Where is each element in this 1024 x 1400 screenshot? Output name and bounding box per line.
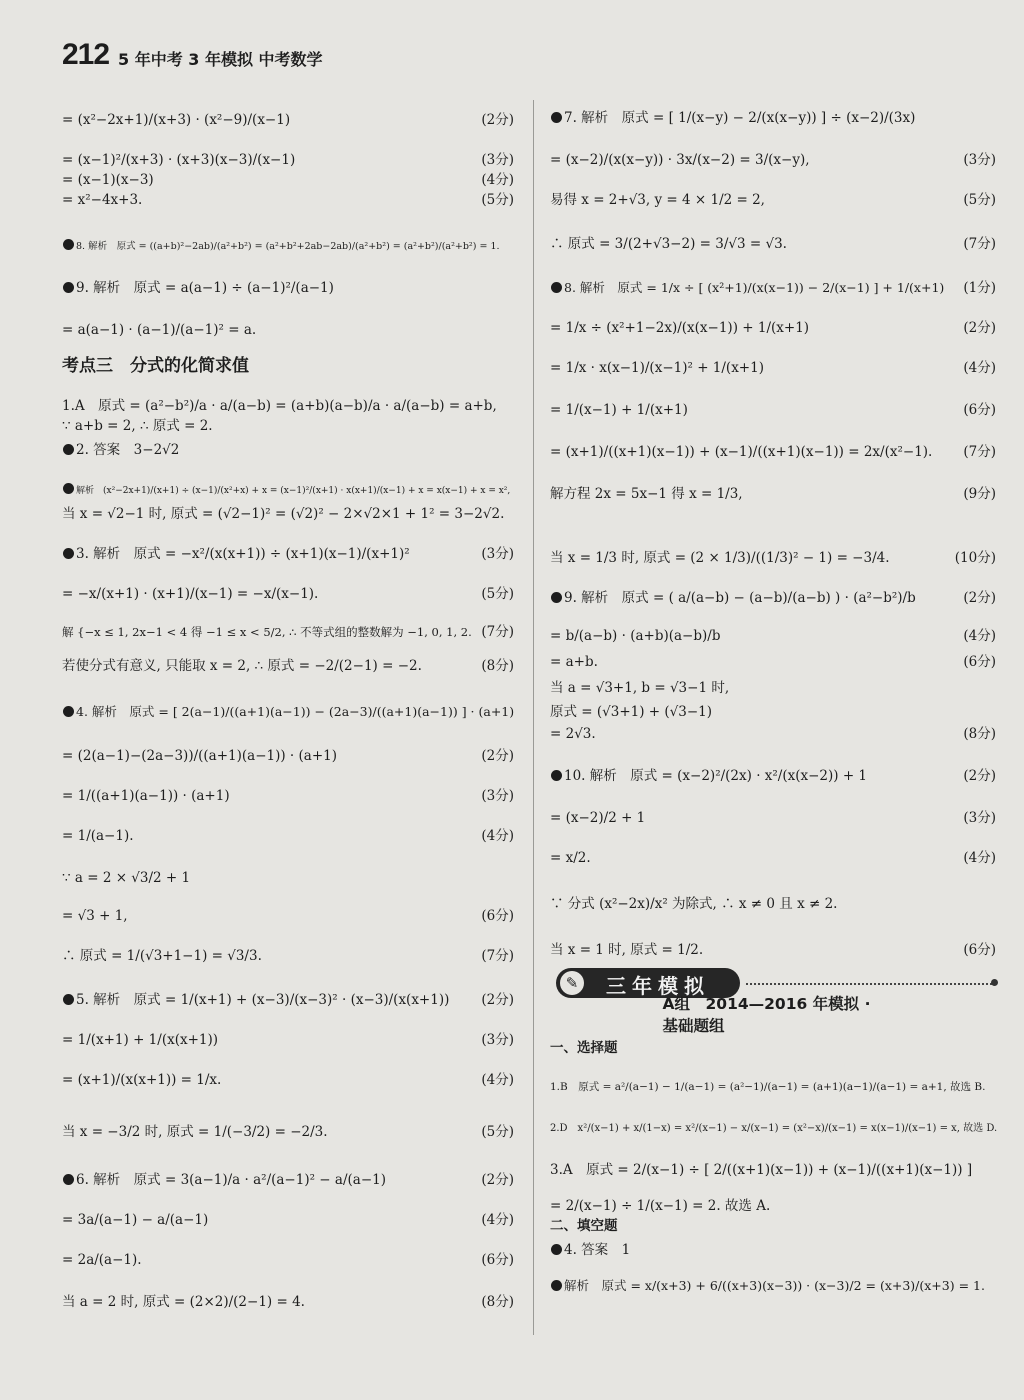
solution-line [550, 1100, 1000, 1140]
solution-line [62, 464, 518, 502]
solution-line [550, 918, 1000, 964]
score-label: (6分) [963, 654, 996, 670]
line-text: 解 {−x ≤ 1, 2x−1 < 4 得 −1 ≤ x < 5/2, ∴ 不等式组的整数解为 −1, 0, 1, 2. [62, 625, 472, 639]
score-label: (3分) [481, 546, 514, 562]
line-text: = 1/x ÷ (x²+1−2x)/(x(x−1)) + 1/(x+1) [550, 320, 810, 336]
solution-line [62, 568, 518, 608]
answer-marker-icon [551, 282, 562, 293]
line-text: = 1/(x−1) + 1/(x+1) [550, 402, 688, 418]
line-text: 当 x = −3/2 时, 原式 = 1/(−3/2) = −2/3. [62, 1124, 328, 1140]
left-column [62, 96, 518, 1316]
solution-line [62, 646, 518, 680]
column-divider [533, 100, 534, 1335]
answer-marker-icon [551, 770, 562, 781]
answer-marker-icon [63, 706, 74, 717]
solution-line [62, 302, 518, 344]
solution-line [550, 174, 1000, 214]
subsection-heading [550, 1040, 1000, 1064]
solution-line [62, 1194, 518, 1234]
banner-title: 三年模拟 [606, 974, 710, 998]
line-text: = (x+1)/(x(x+1)) = 1/x. [62, 1072, 222, 1088]
solution-line [62, 930, 518, 970]
line-text: ∵ a+b = 2, ∴ 原式 = 2. [62, 418, 213, 434]
answer-marker-icon [551, 1244, 562, 1255]
section-heading [62, 344, 518, 384]
line-text: 易得 x = 2+√3, y = 4 × 1/2 = 2, [550, 192, 765, 208]
score-label: (6分) [963, 402, 996, 418]
solution-line [550, 508, 1000, 572]
line-text: = 1/(x+1) + 1/(x(x+1)) [62, 1032, 219, 1048]
score-label: (7分) [481, 948, 514, 964]
score-label: (4分) [481, 828, 514, 844]
line-text: 5. 解析 原式 = 1/(x+1) + (x−3)/(x−3)² · (x−3)/(x(x+1)) [76, 992, 450, 1008]
solution-line [550, 382, 1000, 424]
line-text: = (2(a−1)−(2a−3))/((a+1)(a−1)) · (a+1) [62, 748, 337, 764]
score-label: (8分) [963, 726, 996, 742]
line-text: = x²−4x+3. [62, 192, 143, 208]
line-text: 7. 解析 原式 = [ 1/(x−y) − 2/(x(x−y)) ] ÷ (x−2)/(3x) [564, 110, 916, 126]
score-label: (5分) [481, 192, 514, 208]
page-header [62, 38, 1002, 78]
line-text: 9. 解析 原式 = ( a/(a−b) − (a−b)/(a−b) ) · (a²−b²)/b [564, 590, 916, 606]
line-text: = a(a−1) · (a−1)/(a−1)² = a. [62, 322, 257, 338]
book-title: 5 年中考 3 年模拟 中考数学 [118, 50, 323, 69]
right-column [550, 96, 1000, 1300]
line-text: = (x−2)/2 + 1 [550, 810, 646, 826]
line-text: 6. 解析 原式 = 3(a−1)/a · a²/(a−1)² − a/(a−1) [76, 1172, 386, 1188]
dotted-rule [746, 983, 992, 985]
solution-line [62, 726, 518, 770]
solution-line [550, 96, 1000, 132]
solution-line [62, 1094, 518, 1146]
line-text: = a+b. [550, 654, 598, 670]
solution-line [550, 572, 1000, 612]
score-label: (2分) [963, 320, 996, 336]
solution-line [550, 1242, 1000, 1264]
solution-line [550, 676, 1000, 702]
score-label: (3分) [481, 788, 514, 804]
solution-line [550, 258, 1000, 302]
solution-line [62, 440, 518, 464]
solution-line [550, 650, 1000, 676]
solution-line [62, 134, 518, 174]
solution-line [62, 96, 518, 134]
line-text: = 2√3. [550, 726, 596, 742]
solution-line [62, 1234, 518, 1274]
line-text: 当 x = 1/3 时, 原式 = (2 × 1/3)/((1/3)² − 1) = −3/4. [550, 550, 890, 566]
score-label: (2分) [481, 112, 514, 128]
solution-line [550, 612, 1000, 650]
solution-line [62, 770, 518, 810]
score-label: (6分) [481, 1252, 514, 1268]
solution-line [62, 810, 518, 850]
score-label: (8分) [481, 1294, 514, 1310]
answer-marker-icon [63, 994, 74, 1005]
solution-line [550, 302, 1000, 342]
score-label: (2分) [963, 768, 996, 784]
score-label: (4分) [481, 172, 514, 188]
answer-marker-icon [63, 548, 74, 559]
line-text: ∵ 分式 (x²−2x)/x² 为除式, ∴ x ≠ 0 且 x ≠ 2. [550, 896, 838, 912]
line-text: 3. 解析 原式 = −x²/(x(x+1)) ÷ (x+1)(x−1)/(x+1)² [76, 546, 410, 562]
score-label: (4分) [481, 1212, 514, 1228]
score-label: (2分) [963, 590, 996, 606]
line-text: = 2a/(a−1). [62, 1252, 142, 1268]
solution-line [62, 420, 518, 440]
solution-line [550, 342, 1000, 382]
score-label: (3分) [963, 152, 996, 168]
score-label: (4分) [481, 1072, 514, 1088]
line-text: = x/2. [550, 850, 591, 866]
score-label: (5分) [963, 192, 996, 208]
solution-line [550, 424, 1000, 466]
answer-marker-icon [551, 112, 562, 123]
line-text: 10. 解析 原式 = (x−2)²/(2x) · x²/(x(x−2)) + 1 [564, 768, 868, 784]
line-text: 8. 解析 原式 = 1/x ÷ [ (x²+1)/(x(x−1)) − 2/(x−1) ] + 1/(x+1) [564, 280, 945, 295]
solution-line [550, 1264, 1000, 1300]
answer-marker-icon [63, 282, 74, 293]
score-label: (4分) [963, 628, 996, 644]
solution-line [550, 832, 1000, 872]
score-label: (2分) [481, 748, 514, 764]
page-number: 212 [62, 38, 110, 71]
solution-line [62, 258, 518, 302]
solution-line [550, 214, 1000, 258]
answer-marker-icon [63, 483, 74, 494]
solution-line [62, 194, 518, 214]
solution-line [62, 1054, 518, 1094]
line-text: = √3 + 1, [62, 908, 128, 924]
line-text: ∵ a = 2 × √3/2 + 1 [62, 870, 191, 886]
pencil-icon: ✎ [560, 971, 584, 995]
solution-line [62, 850, 518, 892]
line-text: 2.D x²/(x−1) + x/(1−x) = x²/(x−1) − x/(x−1) = (x²−x)/(x−1) = x(x−1)/(x−1) = x, 故选 D. [550, 1123, 998, 1134]
line-text: 2. 答案 3−2√2 [76, 442, 180, 458]
score-label: (3分) [481, 152, 514, 168]
score-label: (3分) [963, 810, 996, 826]
score-label: (1分) [963, 280, 996, 296]
rule-end-dot [991, 979, 998, 986]
line-text: = b/(a−b) · (a+b)(a−b)/b [550, 628, 721, 644]
solution-line [62, 502, 518, 528]
solution-line [550, 1184, 1000, 1220]
line-text: = (x−2)/(x(x−y)) · 3x/(x−2) = 3/(x−y), [550, 152, 810, 168]
solution-line [550, 466, 1000, 508]
line-text: 解析 (x²−2x+1)/(x+1) ÷ (x−1)/(x²+x) + x = (x−1)²/(x+1) · x(x+1)/(x−1) + x = x(x−1) + x = x², [76, 486, 511, 496]
line-text: ∴ 原式 = 3/(2+√3−2) = 3/√3 = √3. [550, 236, 787, 252]
solution-line [550, 726, 1000, 748]
line-text: 当 x = √2−1 时, 原式 = (√2−1)² = (√2)² − 2×√2×1 + 1² = 3−2√2. [62, 506, 505, 522]
line-text: = 3a/(a−1) − a/(a−1) [62, 1212, 209, 1228]
score-label: (4分) [963, 850, 996, 866]
line-text: = (x−1)(x−3) [62, 172, 154, 188]
line-text: 当 x = 1 时, 原式 = 1/2. [550, 942, 704, 958]
solution-line [62, 214, 518, 258]
line-text: = (x−1)²/(x+3) · (x+3)(x−3)/(x−1) [62, 152, 296, 168]
solution-line [550, 702, 1000, 726]
score-label: (3分) [481, 1032, 514, 1048]
line-text: 解析 原式 = x/(x+3) + 6/((x+3)(x−3)) · (x−3)/2 = (x+3)/(x+3) = 1. [564, 1278, 985, 1293]
solution-line [550, 1140, 1000, 1184]
line-text: = (x²−2x+1)/(x+3) · (x²−9)/(x−1) [62, 112, 291, 128]
solution-line [62, 174, 518, 194]
line-text: ∴ 原式 = 1/(√3+1−1) = √3/3. [62, 948, 262, 964]
line-text: = −x/(x+1) · (x+1)/(x−1) = −x/(x−1). [62, 586, 319, 602]
line-text: 9. 解析 原式 = a(a−1) ÷ (a−1)²/(a−1) [76, 280, 334, 296]
solution-line [62, 970, 518, 1014]
answer-marker-icon [63, 1174, 74, 1185]
solution-line [550, 790, 1000, 832]
solution-line [550, 748, 1000, 790]
solution-line [62, 1146, 518, 1194]
solution-line [62, 608, 518, 646]
line-text: 1.A 原式 = (a²−b²)/a · a/(a−b) = (a+b)(a−b)/a · a/(a−b) = a+b, [62, 398, 497, 414]
score-label: (7分) [963, 444, 996, 460]
line-text: = 1/(a−1). [62, 828, 134, 844]
line-text: 原式 = (√3+1) + (√3−1) [550, 704, 713, 720]
line-text: 考点三 分式的化简求值 [62, 356, 249, 376]
line-text: = (x+1)/((x+1)(x−1)) + (x−1)/((x+1)(x−1)) = 2x/(x²−1). [550, 444, 933, 460]
solution-line [550, 872, 1000, 918]
line-text: 一、选择题 [550, 1040, 618, 1056]
score-label: (5分) [481, 586, 514, 602]
line-text: = 1/((a+1)(a−1)) · (a+1) [62, 788, 230, 804]
score-label: (6分) [481, 908, 514, 924]
score-label: (6分) [963, 942, 996, 958]
solution-line [550, 1064, 1000, 1100]
line-text: 4. 答案 1 [564, 1242, 631, 1258]
score-label: (8分) [481, 658, 514, 674]
answer-marker-icon [63, 444, 74, 455]
score-label: (4分) [963, 360, 996, 376]
score-label: (2分) [481, 1172, 514, 1188]
line-text: 当 a = √3+1, b = √3−1 时, [550, 680, 730, 696]
score-label: (2分) [481, 992, 514, 1008]
line-text: 二、填空题 [550, 1218, 618, 1234]
line-text: 8. 解析 原式 = ((a+b)²−2ab)/(a²+b²) = (a²+b²+2ab−2ab)/(a²+b²) = (a²+b²)/(a²+b²) = 1. [76, 241, 500, 252]
line-text: 解方程 2x = 5x−1 得 x = 1/3, [550, 486, 743, 502]
line-text: 4. 解析 原式 = [ 2(a−1)/((a+1)(a−1)) − (2a−3)/((a+1)(a−1)) ] · (a+1) [76, 704, 515, 719]
line-text: = 2/(x−1) ÷ 1/(x−1) = 2. 故选 A. [550, 1198, 771, 1214]
solution-line [62, 680, 518, 726]
solution-line [550, 132, 1000, 174]
line-text: A组 2014—2016 年模拟 · 基础题组 [662, 995, 871, 1035]
score-label: (9分) [963, 486, 996, 502]
solution-line [62, 892, 518, 930]
line-text: = 1/x · x(x−1)/(x−1)² + 1/(x+1) [550, 360, 764, 376]
answer-marker-icon [551, 1280, 562, 1291]
answer-marker-icon [551, 592, 562, 603]
score-label: (10分) [954, 550, 996, 566]
line-text: 1.B 原式 = a²/(a−1) − 1/(a−1) = (a²−1)/(a−1) = (a+1)(a−1)/(a−1) = a+1, 故选 B. [550, 1081, 986, 1093]
solution-line [62, 528, 518, 568]
solution-line [62, 1274, 518, 1316]
score-label: (7分) [481, 624, 514, 640]
line-text: 3.A 原式 = 2/(x−1) ÷ [ 2/((x+1)(x−1)) + (x−1)/((x+1)(x−1)) ] [550, 1162, 973, 1178]
line-text: 当 a = 2 时, 原式 = (2×2)/(2−1) = 4. [62, 1294, 305, 1310]
score-label: (7分) [963, 236, 996, 252]
line-text: 若使分式有意义, 只能取 x = 2, ∴ 原式 = −2/(2−1) = −2. [62, 658, 422, 674]
answer-marker-icon [63, 239, 74, 250]
solution-line [62, 1014, 518, 1054]
score-label: (5分) [481, 1124, 514, 1140]
